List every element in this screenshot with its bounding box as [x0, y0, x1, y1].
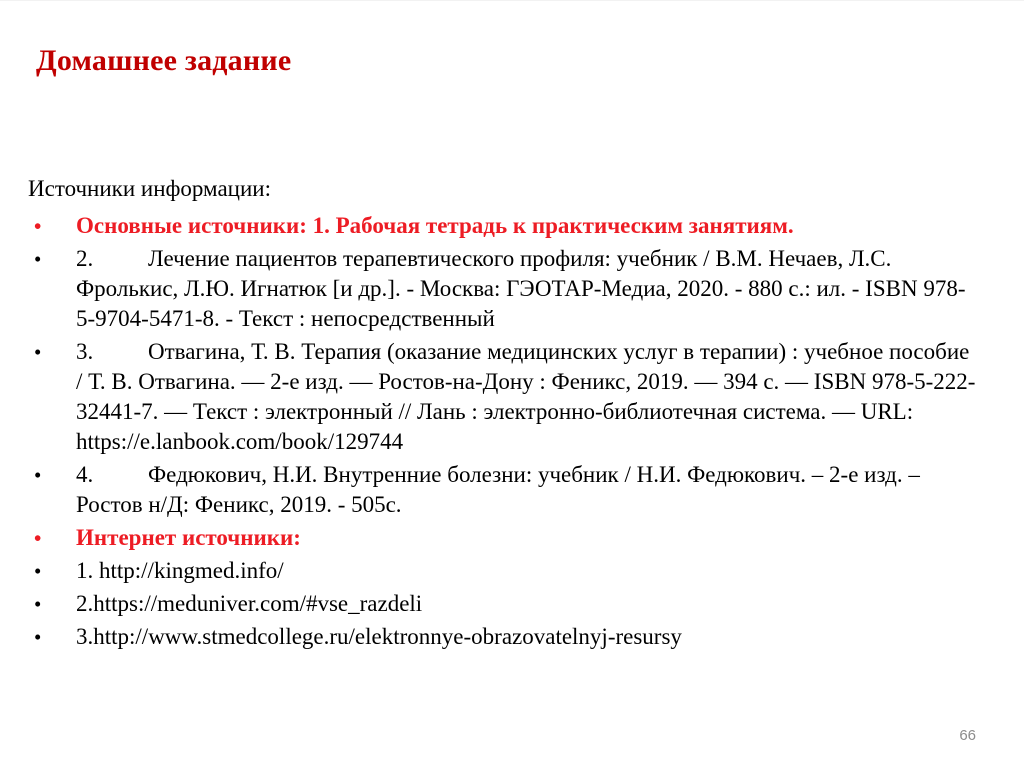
sources-list: [28, 211, 978, 652]
sources-intro-label: Источники информации:: [28, 176, 271, 201]
list-item-text[interactable]: 3.http://www.stmedcollege.ru/elektronnye-obrazovatelnyj-resursy: [76, 624, 682, 649]
list-item-number: 4.: [76, 462, 94, 487]
list-item-text[interactable]: 2.https://meduniver.com/#vse_razdeli: [76, 591, 423, 616]
list-item-reference-2: [28, 244, 978, 334]
list-item-number: 3.: [76, 339, 94, 364]
list-item-link-1[interactable]: [28, 556, 978, 586]
list-item-internet-sources: [28, 523, 978, 553]
list-item-primary-sources: [28, 211, 978, 241]
list-item-text: Основные источники: 1. Рабочая тетрадь к практическим занятиям.: [76, 213, 794, 238]
list-item-link-3[interactable]: [28, 622, 978, 652]
list-item-text: Отвагина, Т. В. Терапия (оказание медицинских услуг в терапии) : учебное пособие / Т. В. Отвагина. — 2-е изд. — Ростов-на-Дону : Феникс, 2019. — 394 с. — ISBN 978-5-222-32441-7. — Текст : электронный // Лань : электронно-библиотечная система. — URL: https://e.lanbook.com/book/129744: [76, 339, 976, 454]
list-item-number: 2.: [76, 246, 94, 271]
list-item-link-2[interactable]: [28, 589, 978, 619]
page-title: Домашнее задание: [36, 44, 292, 77]
list-item-text[interactable]: 1. http://kingmed.info/: [76, 558, 284, 583]
page-number: 66: [959, 727, 976, 744]
sources-section: [28, 173, 978, 655]
list-item-text: Федюкович, Н.И. Внутренние болезни: учебник / Н.И. Федюкович. – 2-е изд. – Ростов н/Д: Феникс, 2019. - 505с.: [76, 462, 920, 517]
list-item-text: Интернет источники:: [76, 525, 301, 550]
list-item-reference-4: [28, 460, 978, 520]
list-item-text: Лечение пациентов терапевтического профиля: учебник / В.М. Нечаев, Л.С. Фролькис, Л.Ю. Игнатюк [и др.]. - Москва: ГЭОТАР-Медиа, 2020. - 880 с.: ил. - ISBN 978-5-9704-5471-8. - Текст : непосредственный: [76, 246, 966, 331]
list-item-reference-3: [28, 337, 978, 457]
